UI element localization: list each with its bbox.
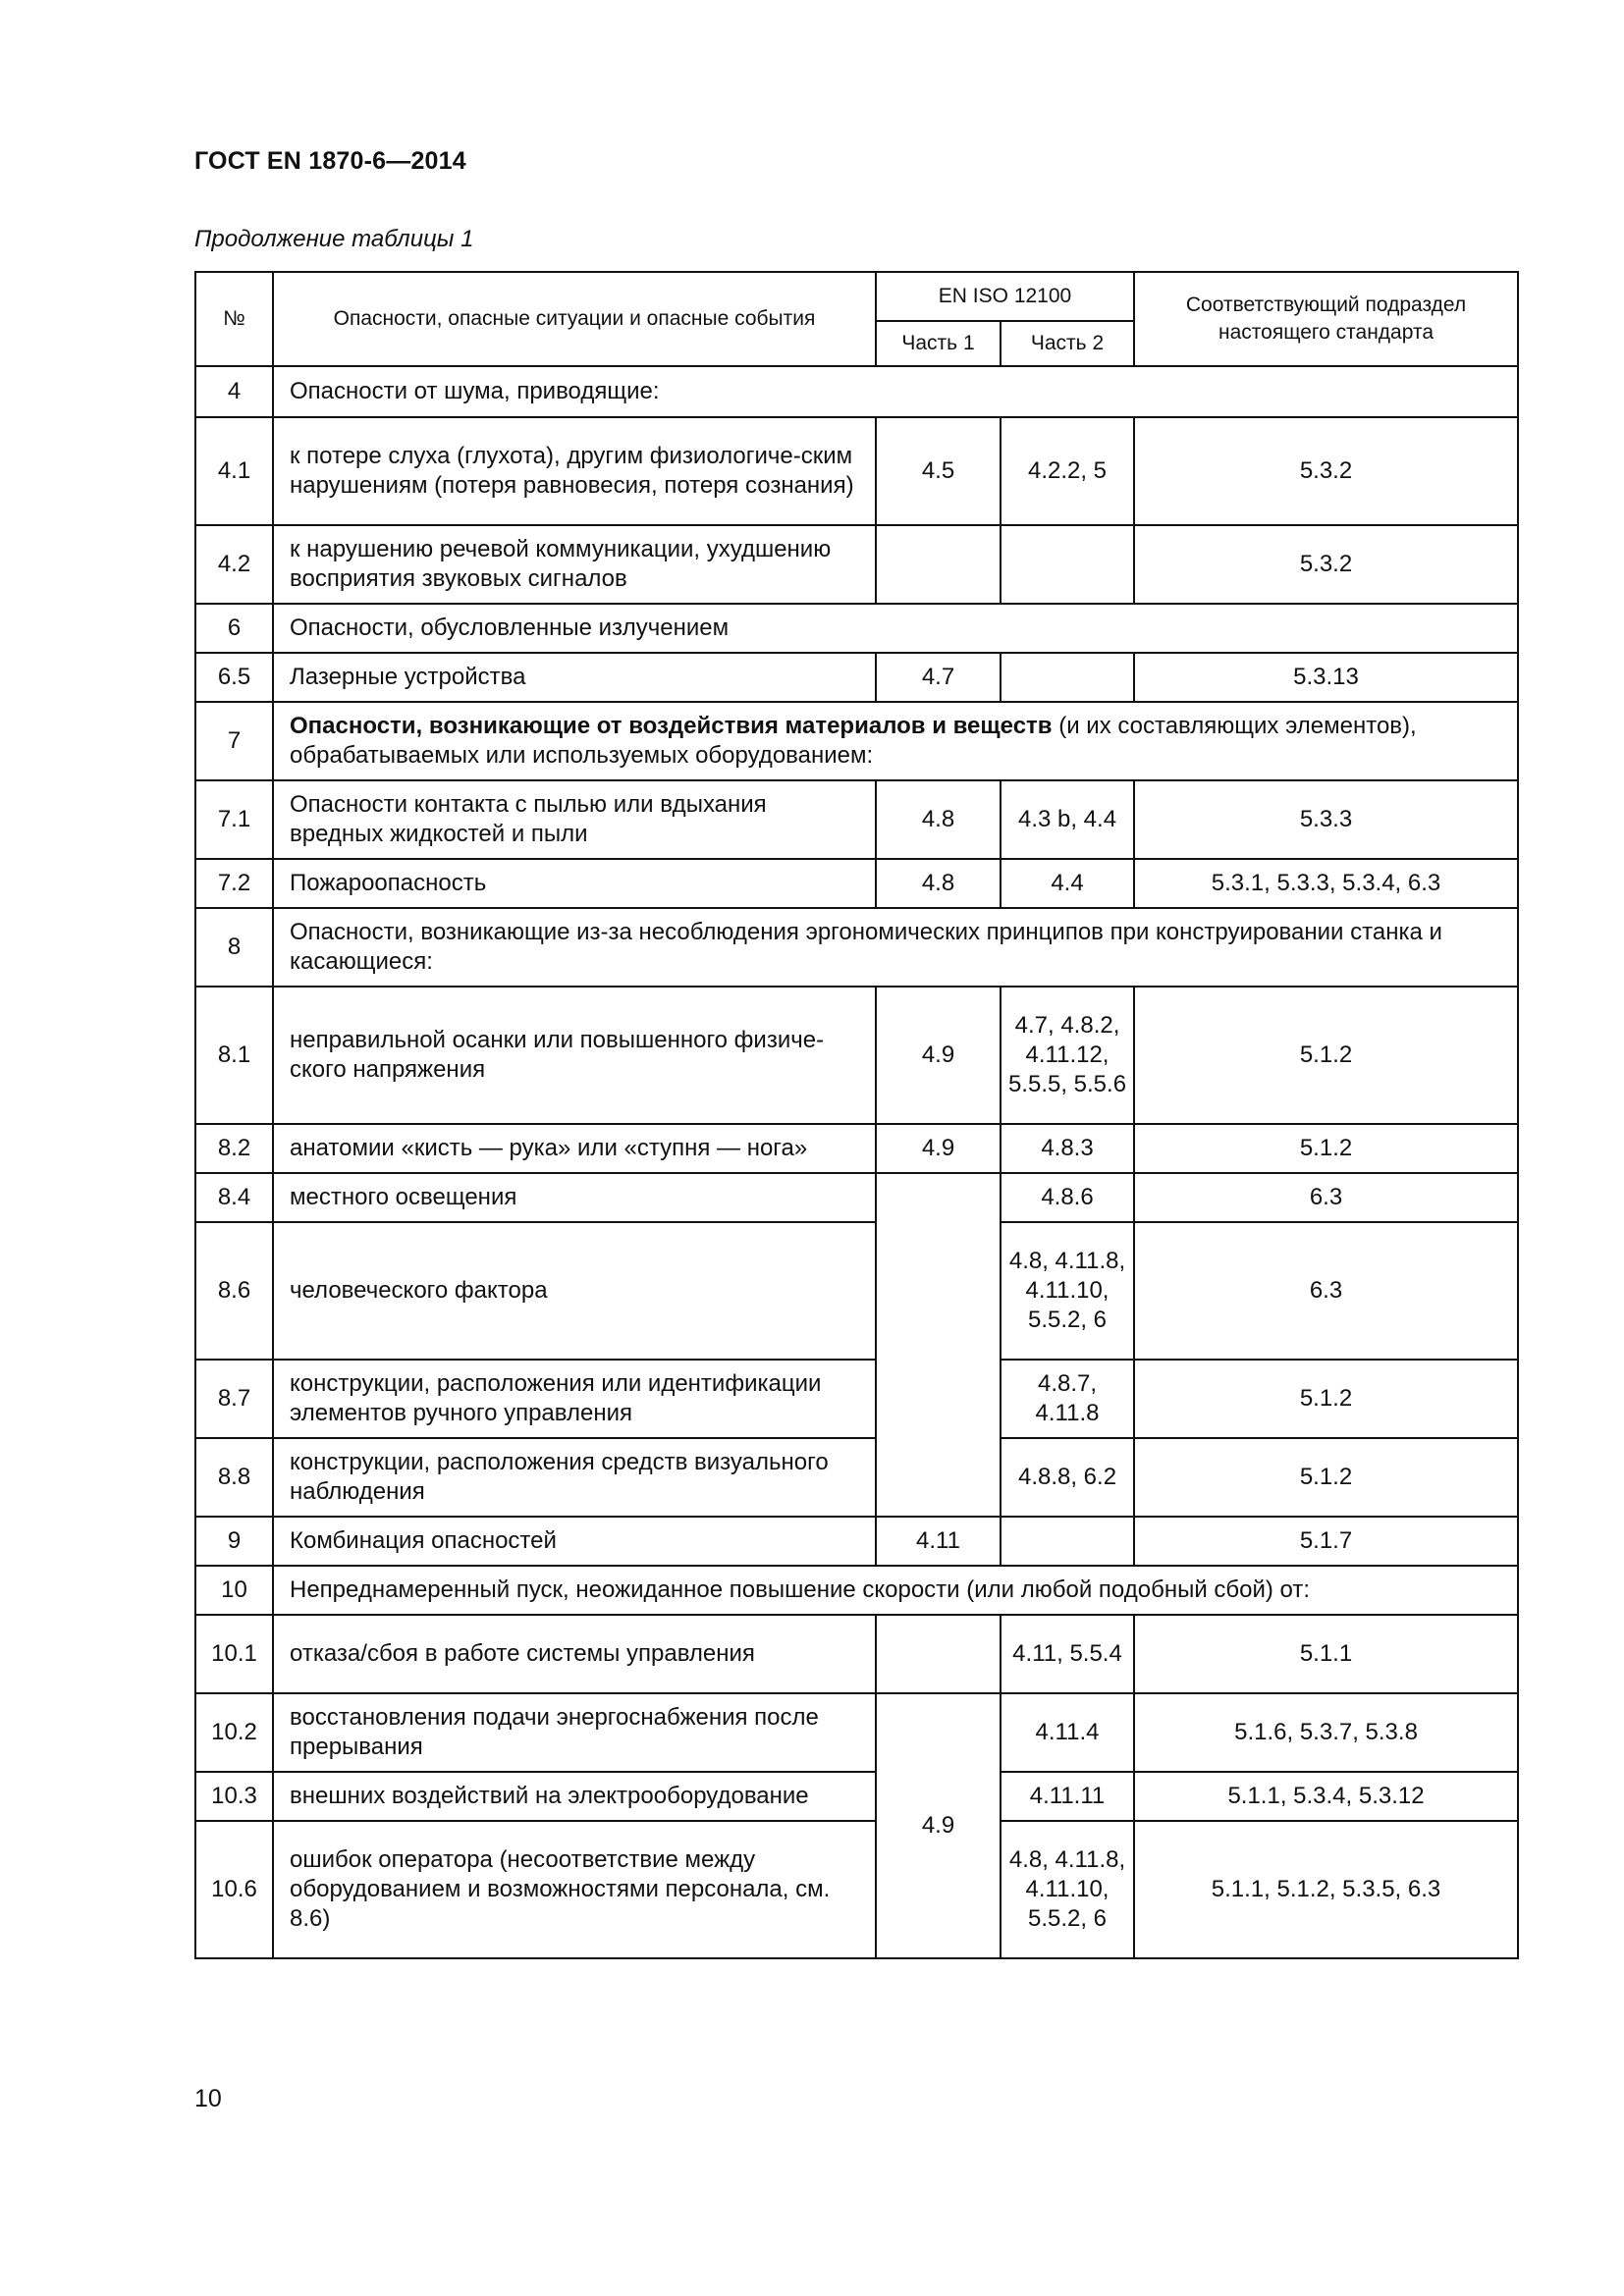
row-number: 6 <box>195 604 273 653</box>
row-hazard: Непреднамеренный пуск, неожиданное повышение скорости (или любой подобный сбой) от: <box>273 1566 1518 1615</box>
row-hazard: человеческого фактора <box>273 1222 876 1360</box>
table-row <box>195 653 1518 702</box>
row-part1: 4.11 <box>876 1517 1001 1566</box>
row-hazard: отказа/сбоя в работе системы управления <box>273 1615 876 1693</box>
row-number: 8.2 <box>195 1124 273 1173</box>
row-hazard: анатомии «кисть — рука» или «ступня — нога» <box>273 1124 876 1173</box>
row-hazard: Опасности контакта с пылью или вдыхания вредных жидкостей и пыли <box>273 780 876 859</box>
table-row <box>195 1821 1518 1958</box>
row-number: 10.1 <box>195 1615 273 1693</box>
table-row <box>195 702 1518 780</box>
row-part2 <box>1001 1517 1134 1566</box>
row-section: 5.3.1, 5.3.3, 5.3.4, 6.3 <box>1134 859 1518 908</box>
row-part2: 4.8.8, 6.2 <box>1001 1438 1134 1517</box>
table-row <box>195 1693 1518 1772</box>
row-part2: 4.8.7, 4.11.8 <box>1001 1360 1134 1438</box>
table-row <box>195 1772 1518 1821</box>
row-number: 10 <box>195 1566 273 1615</box>
row-number: 10.2 <box>195 1693 273 1772</box>
table-row <box>195 780 1518 859</box>
row-number: 4.2 <box>195 525 273 604</box>
row-number: 8.6 <box>195 1222 273 1360</box>
table-row <box>195 1438 1518 1517</box>
row-hazard: Пожароопасность <box>273 859 876 908</box>
row-hazard: к потере слуха (глухота), другим физиологиче-ским нарушениям (потеря равновесия, потеря сознания) <box>273 417 876 525</box>
row-number: 8.8 <box>195 1438 273 1517</box>
row-part1 <box>876 525 1001 604</box>
row-part1: 4.9 <box>876 987 1001 1124</box>
row-part2: 4.8, 4.11.8, 4.11.10, 5.5.2, 6 <box>1001 1821 1134 1958</box>
row-hazard: местного освещения <box>273 1173 876 1222</box>
row-hazard: неправильной осанки или повышенного физиче-ского напряжения <box>273 987 876 1124</box>
row-part2: 4.8.6 <box>1001 1173 1134 1222</box>
row-number: 8 <box>195 908 273 987</box>
row-hazard: конструкции, расположения или идентификации элементов ручного управления <box>273 1360 876 1438</box>
table-row <box>195 1615 1518 1693</box>
row-part2 <box>1001 653 1134 702</box>
header-hazard: Опасности, опасные ситуации и опасные события <box>273 272 876 366</box>
row-part1: 4.7 <box>876 653 1001 702</box>
row-part1: 4.9 <box>876 1124 1001 1173</box>
row-part1: 4.8 <box>876 859 1001 908</box>
row-number: 7.2 <box>195 859 273 908</box>
table-row <box>195 1566 1518 1615</box>
row-section: 5.1.2 <box>1134 1124 1518 1173</box>
header-iso: EN ISO 12100 <box>876 272 1134 321</box>
row-part1: 4.8 <box>876 780 1001 859</box>
row-hazard-rest: (и их составляющих элементов), обрабатываемых или используемых оборудованием: <box>290 713 1417 769</box>
table-row <box>195 1222 1518 1360</box>
row-hazard: конструкции, расположения средств визуального наблюдения <box>273 1438 876 1517</box>
table-row <box>195 987 1518 1124</box>
row-hazard-bold: Опасности, возникающие от воздействия материалов и веществ <box>290 713 1053 739</box>
row-hazard: Опасности, возникающие из-за несоблюдения эргономических принципов при конструировании станка и касающиеся: <box>273 908 1518 987</box>
table-row <box>195 1173 1518 1222</box>
table-row <box>195 908 1518 987</box>
row-number: 6.5 <box>195 653 273 702</box>
row-number: 7.1 <box>195 780 273 859</box>
row-section: 5.1.1, 5.1.2, 5.3.5, 6.3 <box>1134 1821 1518 1958</box>
row-section: 5.1.2 <box>1134 1360 1518 1438</box>
row-hazard: Опасности от шума, приводящие: <box>273 366 1518 417</box>
header-part2: Часть 2 <box>1001 321 1134 366</box>
table-row <box>195 366 1518 417</box>
row-number: 10.3 <box>195 1772 273 1821</box>
row-section: 6.3 <box>1134 1173 1518 1222</box>
row-part2: 4.2.2, 5 <box>1001 417 1134 525</box>
document-title: ГОСТ EN 1870-6—2014 <box>194 147 466 175</box>
row-number: 8.4 <box>195 1173 273 1222</box>
hazards-table <box>194 271 1519 1959</box>
row-part1-merged: 4.9 <box>876 1693 1001 1958</box>
page-number: 10 <box>194 2085 222 2112</box>
table-row <box>195 525 1518 604</box>
header-section: Соответствующий подраздел настоящего стандарта <box>1134 272 1518 366</box>
row-part2: 4.11.11 <box>1001 1772 1134 1821</box>
row-hazard: внешних воздействий на электрооборудование <box>273 1772 876 1821</box>
row-part1-merged <box>876 1173 1001 1517</box>
row-number: 10.6 <box>195 1821 273 1958</box>
row-number: 9 <box>195 1517 273 1566</box>
table-row <box>195 1517 1518 1566</box>
row-part2: 4.11.4 <box>1001 1693 1134 1772</box>
row-part1 <box>876 1615 1001 1693</box>
row-part2: 4.4 <box>1001 859 1134 908</box>
table-row <box>195 1124 1518 1173</box>
row-part2: 4.3 b, 4.4 <box>1001 780 1134 859</box>
row-part2: 4.11, 5.5.4 <box>1001 1615 1134 1693</box>
row-hazard: восстановления подачи энергоснабжения после прерывания <box>273 1693 876 1772</box>
row-part2: 4.8.3 <box>1001 1124 1134 1173</box>
row-number: 4.1 <box>195 417 273 525</box>
row-number: 7 <box>195 702 273 780</box>
row-part1: 4.5 <box>876 417 1001 525</box>
row-part2 <box>1001 525 1134 604</box>
row-section: 5.3.3 <box>1134 780 1518 859</box>
row-section: 5.1.1 <box>1134 1615 1518 1693</box>
row-hazard: ошибок оператора (несоответствие между оборудованием и возможностями персонала, см. 8.6) <box>273 1821 876 1958</box>
row-number: 8.1 <box>195 987 273 1124</box>
table-row <box>195 417 1518 525</box>
table-caption: Продолжение таблицы 1 <box>194 226 474 252</box>
header-part1: Часть 1 <box>876 321 1001 366</box>
header-num: № <box>195 272 273 366</box>
table-row <box>195 604 1518 653</box>
row-section: 5.3.2 <box>1134 525 1518 604</box>
row-section: 5.1.7 <box>1134 1517 1518 1566</box>
row-part2: 4.7, 4.8.2, 4.11.12, 5.5.5, 5.5.6 <box>1001 987 1134 1124</box>
row-number: 4 <box>195 366 273 417</box>
row-hazard: Лазерные устройства <box>273 653 876 702</box>
table-row <box>195 859 1518 908</box>
row-section: 6.3 <box>1134 1222 1518 1360</box>
table-header-row <box>195 272 1518 321</box>
row-section: 5.1.2 <box>1134 1438 1518 1517</box>
row-section: 5.1.2 <box>1134 987 1518 1124</box>
row-section: 5.3.2 <box>1134 417 1518 525</box>
row-hazard: Комбинация опасностей <box>273 1517 876 1566</box>
row-number: 8.7 <box>195 1360 273 1438</box>
row-section: 5.3.13 <box>1134 653 1518 702</box>
row-hazard: Опасности, обусловленные излучением <box>273 604 1518 653</box>
row-section: 5.1.6, 5.3.7, 5.3.8 <box>1134 1693 1518 1772</box>
table-row <box>195 1360 1518 1438</box>
row-part2: 4.8, 4.11.8, 4.11.10, 5.5.2, 6 <box>1001 1222 1134 1360</box>
row-hazard: к нарушению речевой коммуникации, ухудшению восприятия звуковых сигналов <box>273 525 876 604</box>
row-hazard <box>273 702 1518 780</box>
row-section: 5.1.1, 5.3.4, 5.3.12 <box>1134 1772 1518 1821</box>
